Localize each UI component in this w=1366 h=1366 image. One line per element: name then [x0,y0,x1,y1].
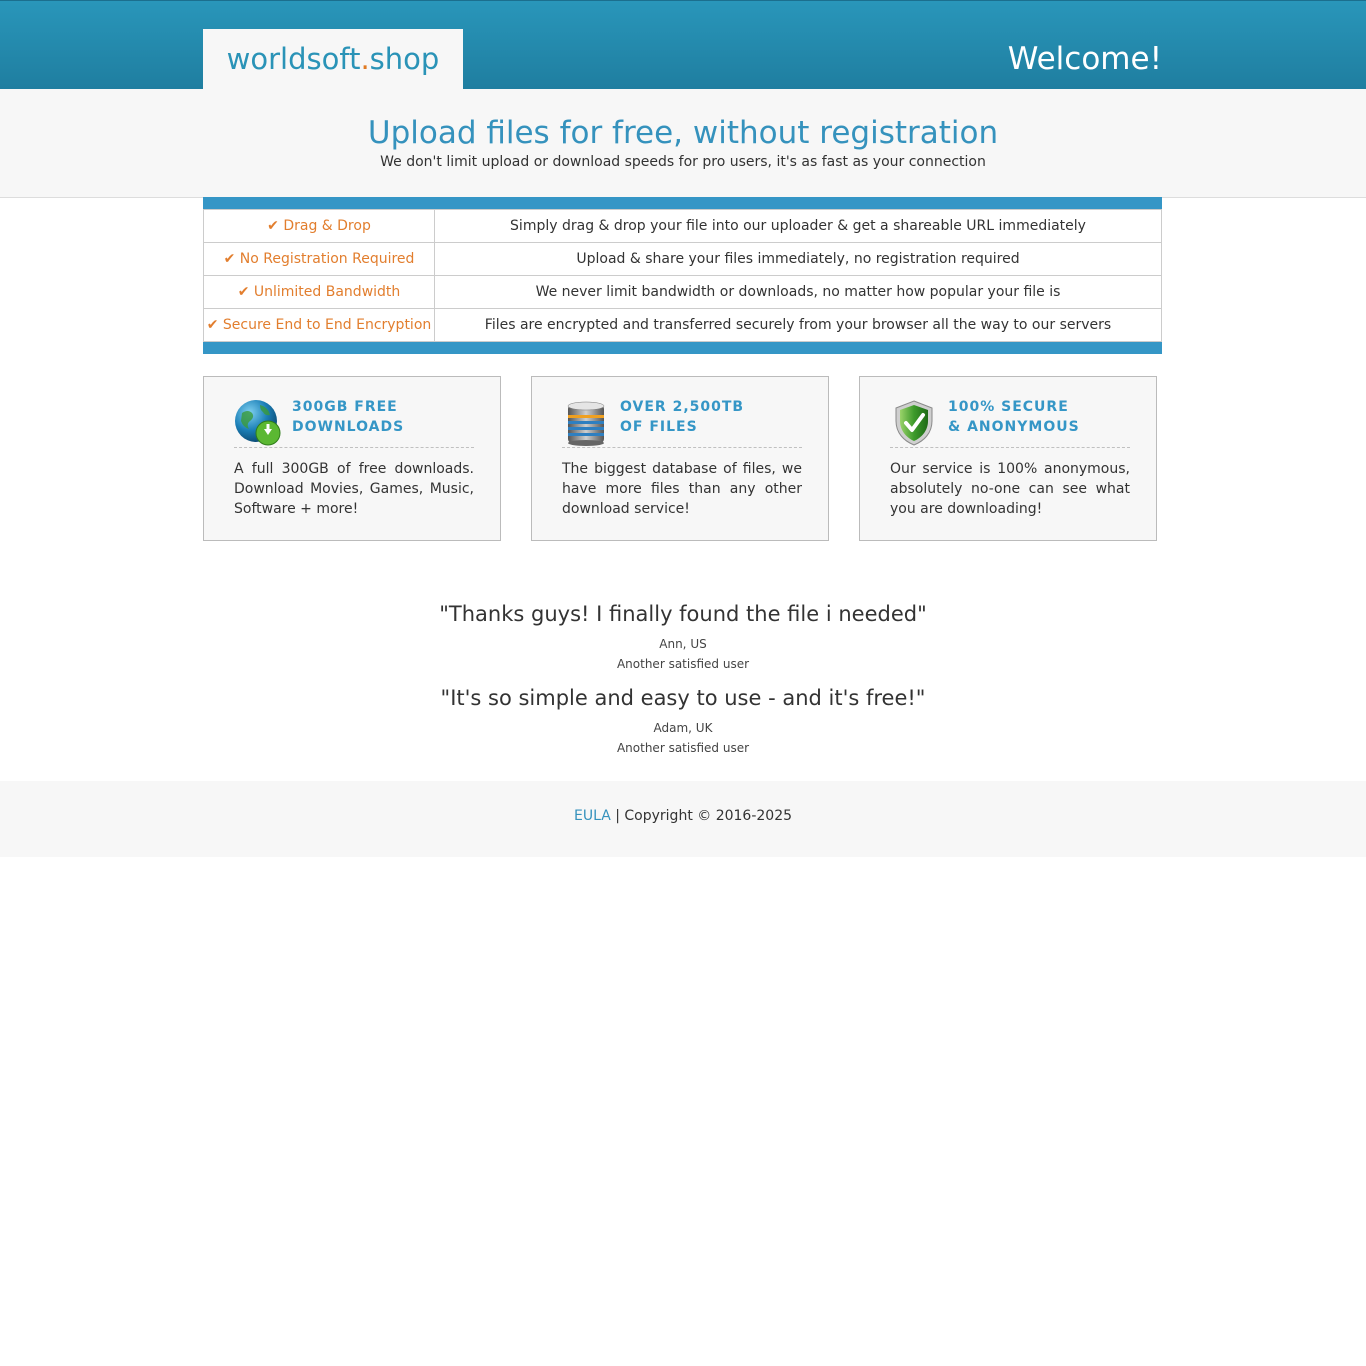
info-box-title-line: DOWNLOADS [292,419,405,435]
testimonial [0,598,1366,674]
testimonial-quote: "It's so simple and easy to use - and it's free!" [440,686,926,710]
info-box-header [234,397,474,448]
eula-link[interactable]: EULA [573,808,611,824]
testimonial-role: Another satisfied user [616,657,750,671]
feature-row [204,210,1162,243]
info-box-files [531,376,829,541]
copyright-text: | Copyright © 2016-2025 [610,808,793,824]
hero-subtitle: We don't limit upload or download speeds for pro users, it's as fast as your connection [380,154,986,170]
site-logo[interactable] [203,29,463,89]
info-box-text: Our service is 100% anonymous, absolutely no-one can see what you are downloading! [890,461,1130,517]
features-top-bar [203,197,1162,209]
feature-name: ✔ Drag & Drop [204,210,435,243]
testimonial-author: Ann, US [659,637,707,651]
info-box-title-line: OVER 2,500TB [620,399,745,415]
logo-dot: . [360,42,370,76]
feature-description: We never limit bandwidth or downloads, no matter how popular your file is [435,276,1162,309]
feature-row [204,243,1162,276]
logo-text-tld: shop [369,42,440,76]
feature-description: Upload & share your files immediately, no registration required [435,243,1162,276]
testimonial-role: Another satisfied user [616,741,750,755]
feature-description: Files are encrypted and transferred securely from your browser all the way to our servers [435,309,1162,342]
info-box-title-line: 100% SECURE [948,399,1069,415]
hero-title: Upload files for free, without registration [367,115,999,151]
welcome-text: Welcome! [1007,41,1162,77]
feature-row [204,309,1162,342]
info-box-title [948,397,1138,437]
features-table [203,197,1162,354]
testimonial-quote: "Thanks guys! I finally found the file i needed" [439,602,927,626]
info-box-text: The biggest database of files, we have more files than any other download service! [562,461,802,517]
testimonial-author: Adam, UK [653,721,713,735]
database-icon [562,399,610,447]
hero-banner [0,89,1366,198]
feature-name: ✔ No Registration Required [204,243,435,276]
info-box-text: A full 300GB of free downloads. Download Movies, Games, Music, Software + more! [234,461,474,517]
info-box-title [620,397,810,437]
shield-check-icon [890,399,938,447]
feature-row [204,276,1162,309]
site-header [0,0,1366,89]
testimonials [0,598,1366,766]
info-box-title-line: 300GB FREE [292,399,398,415]
info-box-title-line: & ANONYMOUS [948,419,1080,435]
info-box-header [890,397,1130,448]
info-box-title-line: OF FILES [620,419,698,435]
info-box-downloads [203,376,501,541]
testimonial [0,682,1366,758]
feature-name: ✔ Unlimited Bandwidth [204,276,435,309]
globe-download-icon [234,399,282,447]
feature-name: ✔ Secure End to End Encryption [204,309,435,342]
feature-description: Simply drag & drop your file into our uploader & get a shareable URL immediately [435,210,1162,243]
site-footer [0,781,1366,857]
info-box-header [562,397,802,448]
logo-text-main: worldsoft [226,42,361,76]
info-box-secure [859,376,1157,541]
features-bottom-bar [203,342,1162,354]
info-box-title [292,397,482,437]
